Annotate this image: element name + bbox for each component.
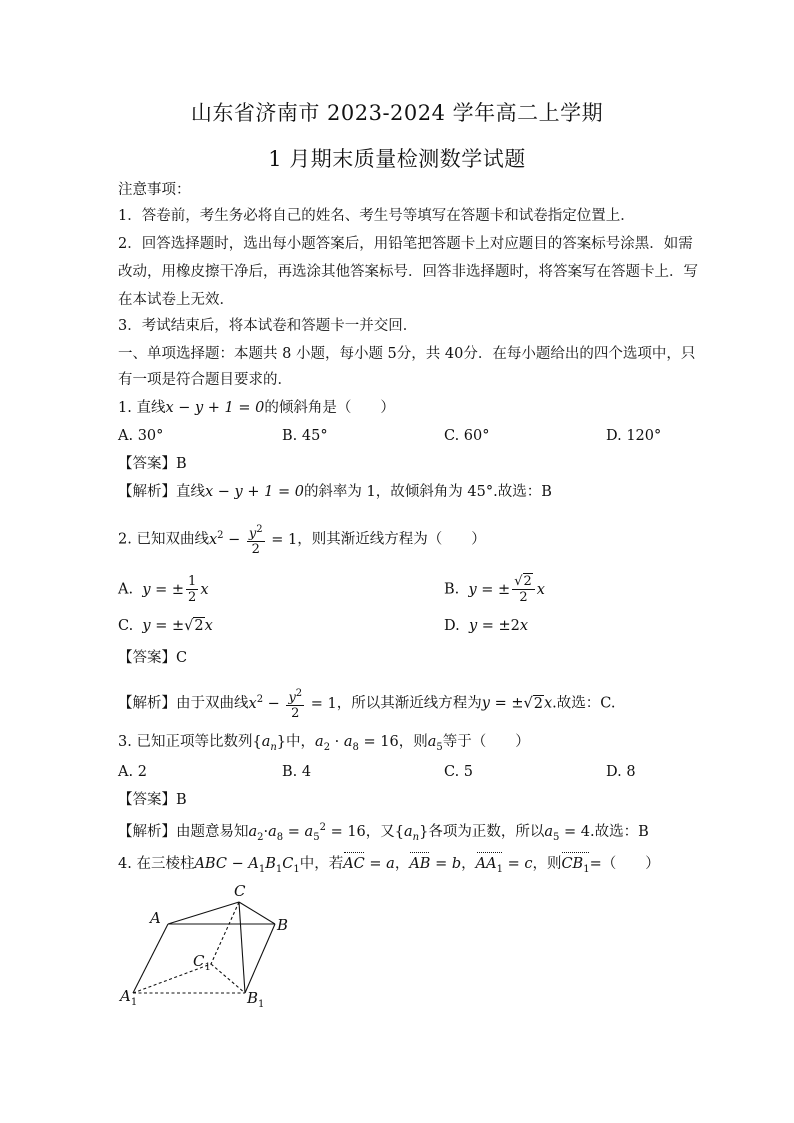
question-4: 4. 在三棱柱ABC − $A_1B_1C_1$中，若AC = a，AB = b，$AA_1 = c$，则$CB_1=$（ ） xyxy=(118,854,688,880)
label-C1: $C_1$ xyxy=(193,952,211,973)
q2-analysis: 【解析】由于双曲线$x^2$ − $\frac{y^2}{2}$ = 1，所以其渐近线方程为y = ±√2x.故选：C. xyxy=(118,688,616,722)
q2-analysis-suffix: .故选：C. xyxy=(552,695,616,712)
note-2a: 2．回答选择题时，选出每小题答案后，用铅笔把答题卡上对应题目的答案标号涂黑．如需 xyxy=(118,236,693,252)
q1-prefix: 1. 直线 xyxy=(118,400,166,416)
page-title-line1: 山东省济南市 2023-2024 学年高二上学期 xyxy=(190,101,604,125)
q4-mid: 中，若 xyxy=(299,856,344,872)
q3-answer-value: B xyxy=(176,792,187,808)
answer-label: 【答案】 xyxy=(118,792,176,808)
note-3: 3．考试结束后，将本试卷和答题卡一并交回． xyxy=(118,318,418,334)
q3-option-a: A. 2 xyxy=(118,764,147,780)
q3-option-d: D. 8 xyxy=(606,764,636,780)
q3-mid2: ，则 xyxy=(398,734,428,750)
q3-analysis-mid2: 各项为正数，所以 xyxy=(428,823,545,840)
analysis-label: 【解析】 xyxy=(118,695,176,712)
label-C: C xyxy=(234,882,246,900)
q2-option-b: B. y = ± $\frac{√2}{2}$ x xyxy=(444,574,545,605)
q3-suffix: 等于（ ） xyxy=(442,734,530,750)
q1-analysis-prefix: 直线 xyxy=(176,484,205,500)
label-A1: $A_1$ xyxy=(120,987,138,1008)
edge-CB1 xyxy=(239,902,245,993)
q1-equation: x − y + 1 = 0 xyxy=(165,400,265,416)
q2-option-a-label: A. xyxy=(118,581,134,598)
q3-option-b: B. 4 xyxy=(282,764,312,780)
note-2c: 在本试卷上无效． xyxy=(118,292,234,308)
q1-option-d: D. 120° xyxy=(606,428,662,444)
q2-suffix: ，则其渐近线方程为（ ） xyxy=(297,531,486,548)
q1-analysis xyxy=(118,482,688,502)
q1-option-b: B. 45° xyxy=(282,428,328,444)
edge-BB1 xyxy=(245,924,275,993)
note-2b: 改动，用橡皮擦干净后，再选涂其他答案标号．回答非选择题时，将答案写在答题卡上．写 xyxy=(118,264,698,280)
label-A: A xyxy=(150,909,161,927)
q1-option-c: C. 60° xyxy=(444,428,490,444)
q2-analysis-mid: ，所以其渐近线方程为 xyxy=(336,695,482,712)
q4-end: =（ ） xyxy=(589,856,660,872)
q1-answer xyxy=(118,454,688,474)
q2-equation: $x^2$ − $\frac{y^2}{2}$ = 1 xyxy=(208,524,298,558)
edge-CB xyxy=(239,902,275,924)
analysis-label: 【解析】 xyxy=(118,823,176,840)
edge-AA1 xyxy=(133,924,168,993)
note-1: 1．答卷前，考生务必将自己的姓名、考生号等填写在答题卡和试卷指定位置上． xyxy=(118,208,635,224)
q3-analysis: 【解析】由题意易知$a_2\cdot a_8 = a_5^2 = 16$，又$\{a_n\}$各项为正数，所以$a_5 = 4$.故选：B xyxy=(118,822,649,843)
q4-suffix: ，则 xyxy=(532,856,562,872)
q3-analysis-prefix: 由题意易知 xyxy=(176,823,249,840)
q1-answer-value: B xyxy=(176,456,187,472)
q1-analysis-equation: x − y + 1 = 0 xyxy=(205,484,304,500)
q2-option-d: D. y = ±2x xyxy=(444,618,529,634)
label-B: B xyxy=(277,916,289,934)
question-2 xyxy=(118,522,688,557)
q2-option-c: C. y = ±√2x xyxy=(118,618,213,634)
answer-label: 【答案】 xyxy=(118,650,176,666)
q1-suffix: 的倾斜角是（ ） xyxy=(264,400,395,416)
analysis-label: 【解析】 xyxy=(118,484,176,500)
section-heading-a: 一、单项选择题：本题共 8 小题，每小题 5分，共 40分．在每小题给出的四个选项中，只 xyxy=(118,346,696,362)
q2-answer xyxy=(118,648,688,668)
label-B1: $B_1$ xyxy=(247,989,265,1010)
edge-C1B1 xyxy=(211,964,245,993)
q3-answer xyxy=(118,790,688,810)
answer-label: 【答案】 xyxy=(118,456,176,472)
q3-analysis-mid: ，又 xyxy=(365,823,395,840)
q2-answer-value: C xyxy=(176,650,188,666)
question-1 xyxy=(118,398,688,418)
q2-option-c-label: C. xyxy=(118,618,134,634)
q3-option-c: C. 5 xyxy=(444,764,474,780)
q4-prefix: 4. 在三棱柱 xyxy=(118,856,195,872)
prism-figure xyxy=(115,880,305,1015)
edge-AC xyxy=(168,902,239,924)
notes-header: 注意事项： xyxy=(118,182,191,198)
q3-prefix: 3. 已知正项等比数列 xyxy=(118,734,253,750)
q2-prefix: 2. 已知双曲线 xyxy=(118,531,209,548)
page-title-line2: 1 月期末质量检测数学试题 xyxy=(268,147,526,171)
section-heading-b: 有一项是符合题目要求的． xyxy=(118,372,292,388)
q2-option-d-label: D. xyxy=(444,618,460,634)
q3-mid1: 中， xyxy=(286,734,316,750)
edge-CC1 xyxy=(211,902,239,964)
q2-analysis-prefix: 由于双曲线 xyxy=(176,695,249,712)
q1-option-a: A. 30° xyxy=(118,428,164,444)
q1-analysis-suffix: 的斜率为 1，故倾斜角为 45°.故选：B xyxy=(303,484,552,500)
q2-option-b-label: B. xyxy=(444,581,460,598)
q3-analysis-suffix: .故选：B xyxy=(589,823,649,840)
q2-option-a: A. y = ± $\frac{1}{2}$ x xyxy=(118,574,209,605)
question-3: 3. 已知正项等比数列$\{a_n\}$中，$a_2 \cdot a_8 = 16$，则$a_5$等于（ ） xyxy=(118,734,530,753)
